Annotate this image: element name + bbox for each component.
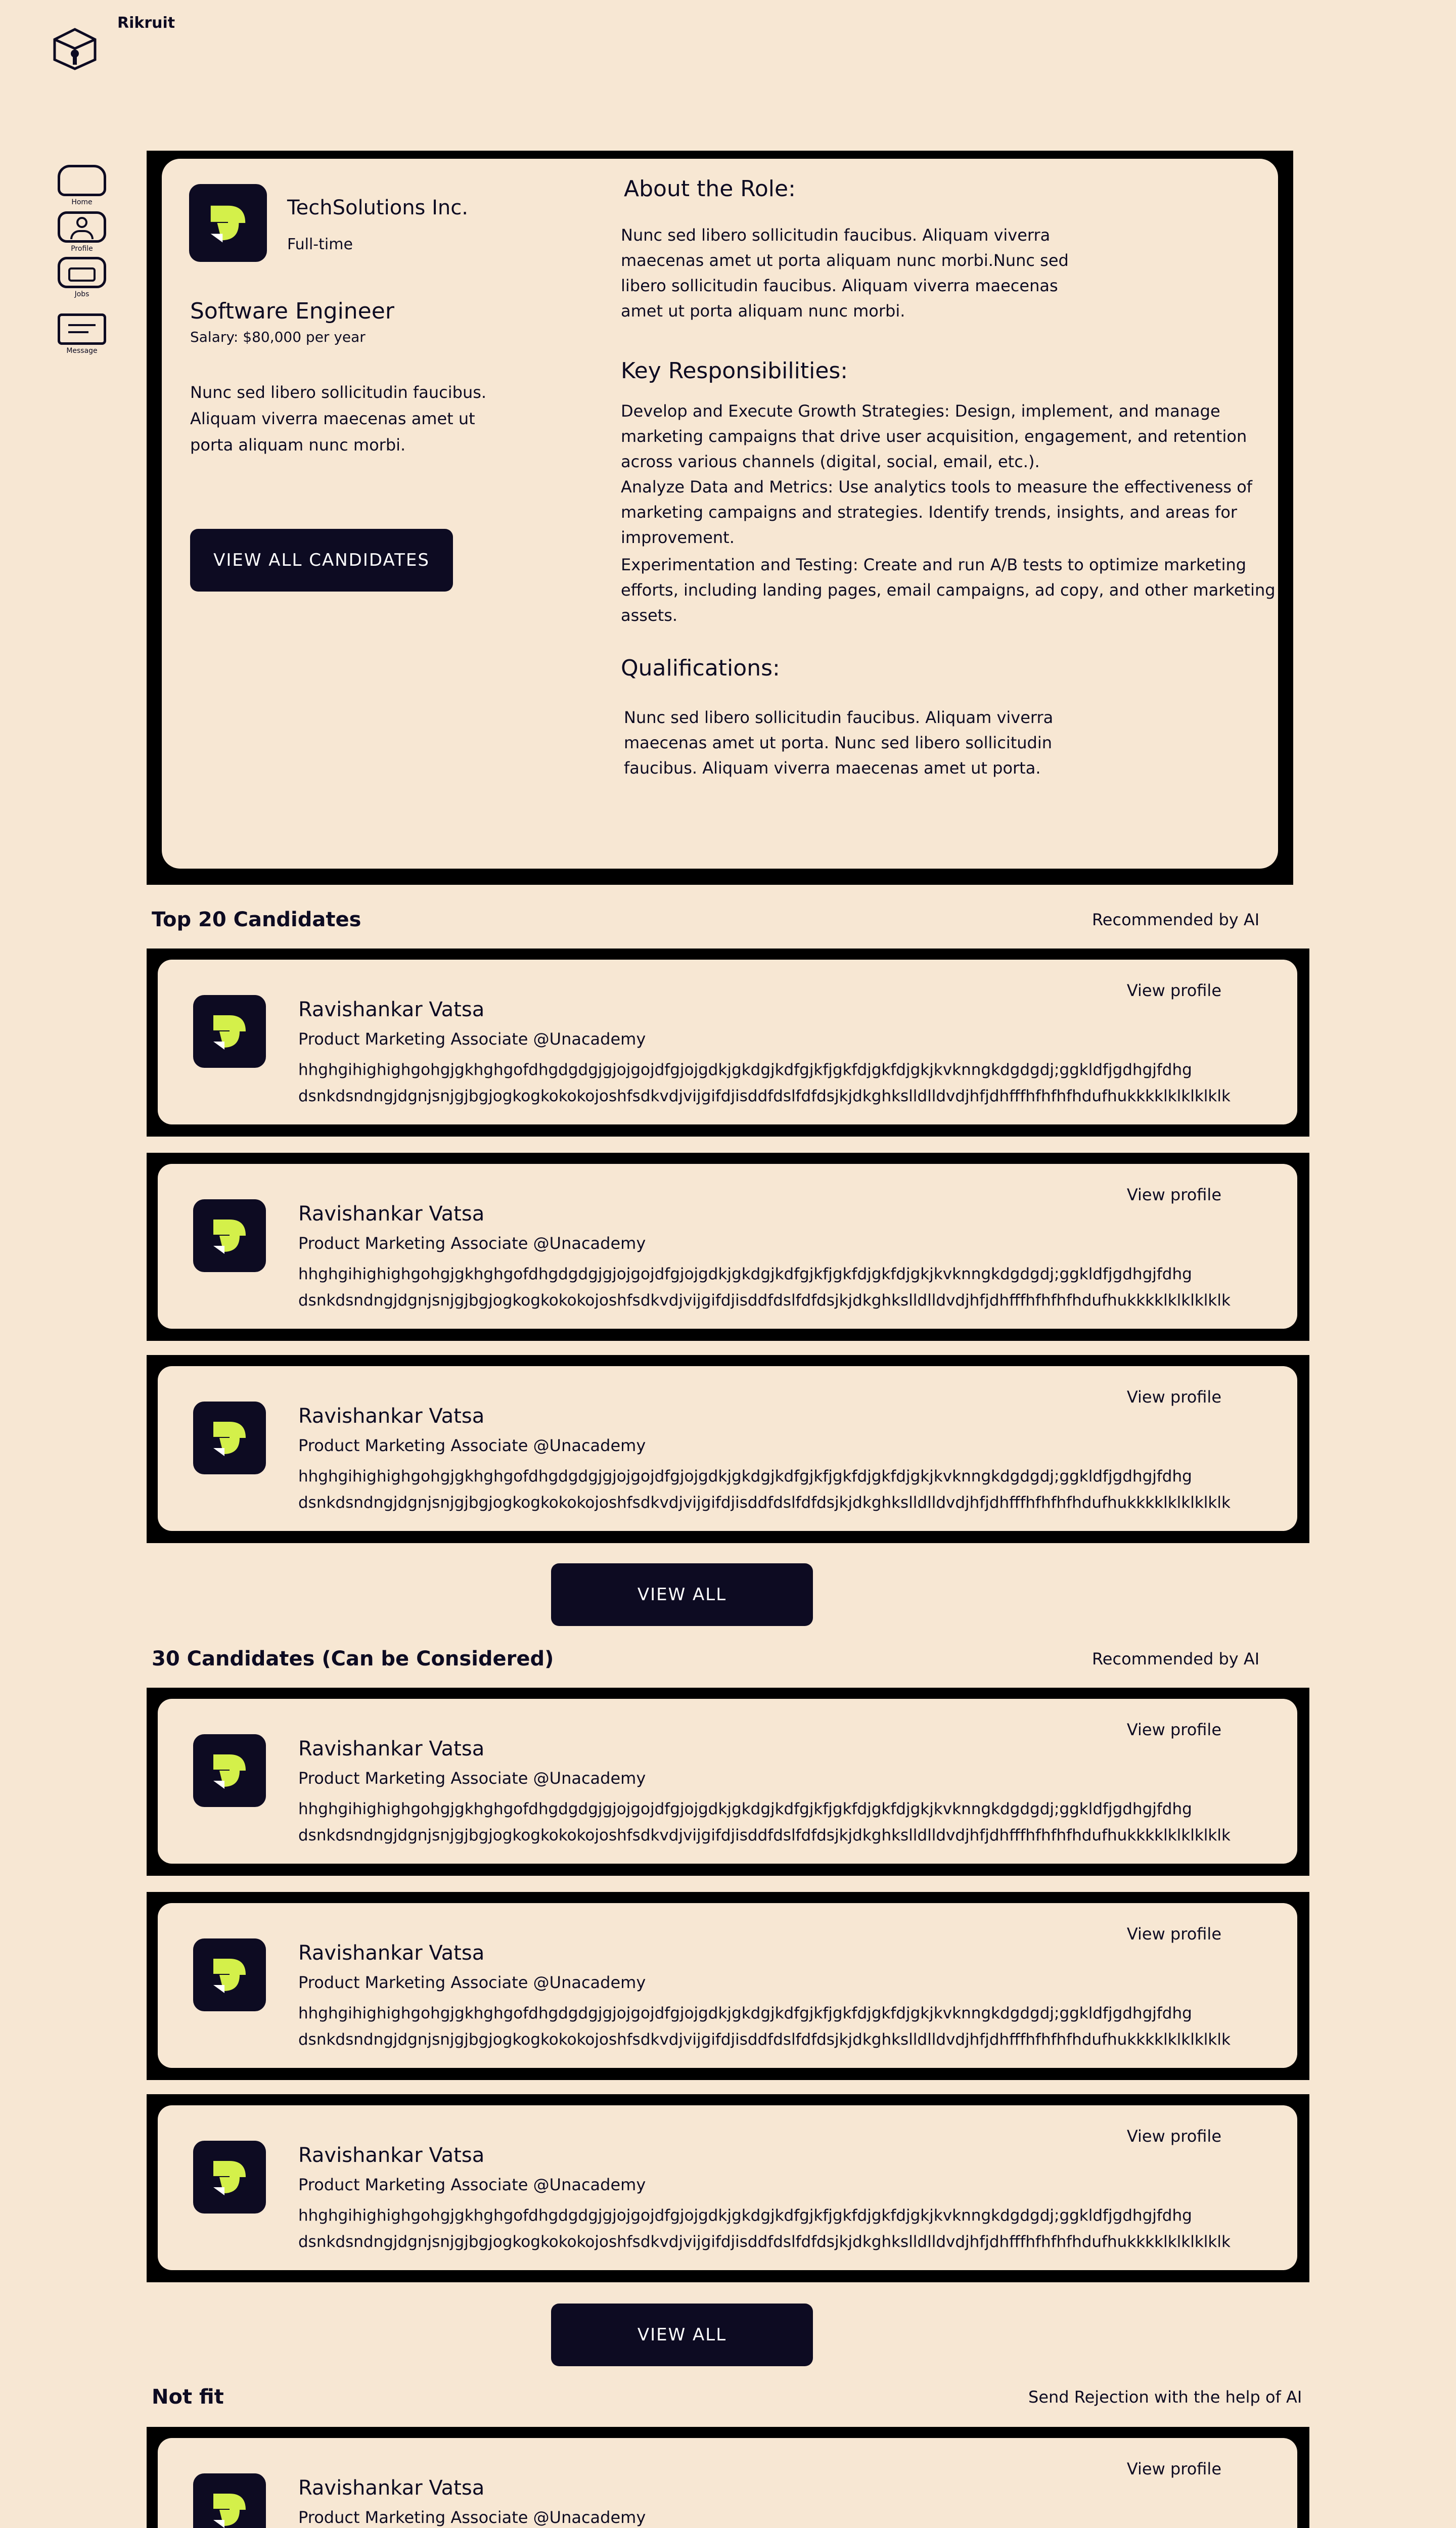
qualifications-heading: Qualifications: (621, 655, 780, 681)
candidate-card-body (158, 960, 1297, 1124)
candidate-desc-line: hhghgihighighgohgjgkhghgofdhgdgdgjgjojgojdfgjojgdkjgkdgjkdfgjkfjgkfdjgkfdjgkjkvknngkdgdgdj;ggkldfjgdhgjfdhg (298, 1061, 1192, 1079)
section-title: Not fit (152, 2385, 224, 2409)
view-all-button[interactable]: VIEW ALL (551, 2304, 813, 2366)
brand-name[interactable]: Rikruit (117, 14, 175, 32)
responsibility-3: Experimentation and Testing: Create and run A/B tests to optimize marketing efforts, including landing pages, email campaigns, ad copy, and other marketing assets. (621, 555, 1276, 625)
profile-icon (58, 211, 106, 243)
candidate-description (298, 1796, 1231, 1848)
briefcase-icon (58, 257, 106, 288)
candidate-description (298, 1463, 1231, 1516)
send-rejection-link[interactable]: Send Rejection with the help of AI (1028, 2387, 1302, 2407)
about-role-text: Nunc sed libero sollicitudin faucibus. Aliquam viverra maecenas amet ut porta aliquam nunc morbi.Nunc sed libero sollicitudin faucibus. Aliquam viverra maecenas amet ut porta aliquam nunc morbi. (621, 225, 1069, 321)
candidate-card-body (158, 1164, 1297, 1329)
candidate-title: Product Marketing Associate @Unacademy (298, 2175, 646, 2194)
leaf-logo-icon (193, 1734, 266, 1807)
message-icon (58, 313, 106, 345)
section-hint: Recommended by AI (1092, 1649, 1260, 1668)
candidate-desc-line: hhghgihighighgohgjgkhghgofdhgdgdgjgjojgojdfgjojgdkjgkdgjkdfgjkfjgkfdjgkfdjgkjkvknngkdgdgdj;ggkldfjgdhgjfdhg (298, 2206, 1192, 2225)
candidate-card (147, 1153, 1309, 1341)
sidebar-item-jobs[interactable]: Jobs (57, 257, 107, 298)
candidate-desc-line: dsnkdsndngjdgnjsnjgjbgjogkogkokokojoshfsdkvdjvijgifdjisddfdslfdfdsjkjdkghkslldlldvdjhfjdhfffhfhfhfhdufhukkkklklklklklk (298, 1826, 1231, 1844)
candidate-desc-line: hhghgihighighgohgjgkhghgofdhgdgdgjgjojgojdfgjojgdkjgkdgjkdfgjkfjgkfdjgkfdjgkjkvknngkdgdgdj;ggkldfjgdhgjfdhg (298, 2004, 1192, 2022)
view-profile-link[interactable]: View profile (1126, 1924, 1221, 1944)
candidate-title: Product Marketing Associate @Unacademy (298, 2508, 646, 2527)
candidate-desc-line: dsnkdsndngjdgnjsnjgjbgjogkogkokokojoshfsdkvdjvijgifdjisddfdslfdfdsjkjdkghkslldlldvdjhfjdhfffhfhfhfhdufhukkkklklklklklk (298, 2233, 1231, 2251)
home-icon (58, 165, 106, 196)
company-logo (189, 184, 267, 262)
view-profile-link[interactable]: View profile (1126, 1185, 1221, 1204)
view-profile-link[interactable]: View profile (1126, 2459, 1221, 2478)
candidate-avatar (193, 1402, 266, 1474)
candidate-avatar (193, 2141, 266, 2214)
responsibility-2: Analyze Data and Metrics: Use analytics tools to measure the effectiveness of marketing campaigns and strategies. Identify trends, insights, and areas for improvement. (621, 477, 1253, 547)
sidebar-item-message[interactable]: Message (57, 313, 107, 355)
candidate-avatar (193, 1734, 266, 1807)
logo-icon[interactable] (51, 26, 99, 71)
candidate-card (147, 1892, 1309, 2080)
candidate-desc-line: hhghgihighighgohgjgkhghgofdhgdgdgjgjojgojdfgjojgdkjgkdgjkdfgjkfjgkfdjgkfdjgkjkvknngkdgdgdj;ggkldfjgdhgjfdhg (298, 1467, 1192, 1485)
candidate-card-body (158, 1699, 1297, 1864)
leaf-logo-icon (193, 1402, 266, 1474)
qualifications-text: Nunc sed libero sollicitudin faucibus. Aliquam viverra maecenas amet ut porta. Nunc sed libero sollicitudin faucibus. Aliquam viverra maecenas amet ut porta. (624, 708, 1054, 778)
candidate-description (298, 2000, 1231, 2053)
leaf-logo-icon (193, 1199, 266, 1272)
job-salary: Salary: $80,000 per year (190, 329, 366, 345)
leaf-logo-icon (189, 184, 267, 262)
candidate-avatar (193, 2473, 266, 2528)
candidate-desc-line: dsnkdsndngjdgnjsnjgjbgjogkogkokokojoshfsdkvdjvijgifdjisddfdslfdfdsjkjdkghkslldlldvdjhfjdhfffhfhfhfhdufhukkkklklklklklk (298, 1494, 1231, 1512)
candidate-card-body (158, 1903, 1297, 2068)
view-profile-link[interactable]: View profile (1126, 1720, 1221, 1739)
responsibility-1: Develop and Execute Growth Strategies: Design, implement, and manage marketing campaigns that drive user acquisition, engagement, and retention across various channels (digital, social, email, etc.). (621, 401, 1247, 471)
candidate-title: Product Marketing Associate @Unacademy (298, 1973, 646, 1992)
candidate-name: Ravishankar Vatsa (298, 1737, 485, 1760)
section-hint: Recommended by AI (1092, 910, 1260, 929)
view-profile-link[interactable]: View profile (1126, 2127, 1221, 2146)
candidate-card (147, 2427, 1309, 2528)
view-profile-link[interactable]: View profile (1126, 1387, 1221, 1407)
company-name: TechSolutions Inc. (287, 196, 468, 219)
candidate-name: Ravishankar Vatsa (298, 998, 485, 1021)
candidate-name: Ravishankar Vatsa (298, 1942, 485, 1965)
candidate-title: Product Marketing Associate @Unacademy (298, 1234, 646, 1253)
candidate-card (147, 1355, 1309, 1543)
leaf-logo-icon (193, 995, 266, 1068)
sidebar-item-home[interactable]: Home (57, 165, 107, 206)
candidate-card-body (158, 2105, 1297, 2270)
about-role-heading: About the Role: (624, 176, 796, 202)
sidebar-item-profile[interactable]: Profile (57, 211, 107, 253)
candidate-avatar (193, 1199, 266, 1272)
leaf-logo-icon (193, 1938, 266, 2011)
leaf-logo-icon (193, 2473, 266, 2528)
candidate-avatar (193, 995, 266, 1068)
candidate-description (298, 2202, 1231, 2255)
candidate-avatar (193, 1938, 266, 2011)
section-title: 30 Candidates (Can be Considered) (152, 1647, 554, 1671)
responsibilities-heading: Key Responsibilities: (621, 358, 848, 384)
view-profile-link[interactable]: View profile (1126, 981, 1221, 1000)
candidate-desc-line: dsnkdsndngjdgnjsnjgjbgjogkogkokokojoshfsdkvdjvijgifdjisddfdslfdfdsjkjdkghkslldlldvdjhfjdhfffhfhfhfhdufhukkkklklklklklk (298, 1087, 1231, 1105)
candidate-desc-line: dsnkdsndngjdgnjsnjgjbgjogkogkokokojoshfsdkvdjvijgifdjisddfdslfdfdsjkjdkghkslldlldvdjhfjdhfffhfhfhfhdufhukkkklklklklklk (298, 2030, 1231, 2049)
leaf-logo-icon (193, 2141, 266, 2214)
candidate-title: Product Marketing Associate @Unacademy (298, 1436, 646, 1455)
candidate-name: Ravishankar Vatsa (298, 2476, 485, 2500)
job-role: Software Engineer (190, 298, 394, 324)
candidate-card (147, 949, 1309, 1137)
candidate-desc-line: dsnkdsndngjdgnjsnjgjbgjogkogkokokojoshfsdkvdjvijgifdjisddfdslfdfdsjkjdkghkslldlldvdjhfjdhfffhfhfhfhdufhukkkklklklklklk (298, 1291, 1231, 1310)
candidate-name: Ravishankar Vatsa (298, 1202, 485, 1226)
candidate-name: Ravishankar Vatsa (298, 1405, 485, 1428)
candidate-title: Product Marketing Associate @Unacademy (298, 1769, 646, 1788)
candidate-card-body (158, 1366, 1297, 1531)
view-all-candidates-button[interactable]: VIEW ALL CANDIDATES (190, 529, 453, 592)
view-all-button[interactable]: VIEW ALL (551, 1563, 813, 1626)
candidate-desc-line: hhghgihighighgohgjgkhghgofdhgdgdgjgjojgojdfgjojgdkjgkdgjkdfgjkfjgkfdjgkfdjgkjkvknngkdgdgdj;ggkldfjgdhgjfdhg (298, 1800, 1192, 1818)
candidate-desc-line: hhghgihighighgohgjgkhghgofdhgdgdgjgjojgojdfgjojgdkjgkdgjkdfgjkfjgkfdjgkfdjgkjkvknngkdgdgdj;ggkldfjgdhgjfdhg (298, 1265, 1192, 1283)
candidate-name: Ravishankar Vatsa (298, 2144, 485, 2167)
candidate-description (298, 1057, 1231, 1109)
candidate-card (147, 1688, 1309, 1876)
candidate-description (298, 1261, 1231, 1314)
section-title: Top 20 Candidates (152, 908, 361, 931)
job-summary: Nunc sed libero sollicitudin faucibus. Aliquam viverra maecenas amet ut porta aliquam nunc morbi. (190, 383, 487, 455)
candidate-card-body (158, 2438, 1297, 2528)
job-type: Full-time (287, 236, 353, 253)
candidate-title: Product Marketing Associate @Unacademy (298, 1029, 646, 1049)
candidate-card (147, 2094, 1309, 2282)
